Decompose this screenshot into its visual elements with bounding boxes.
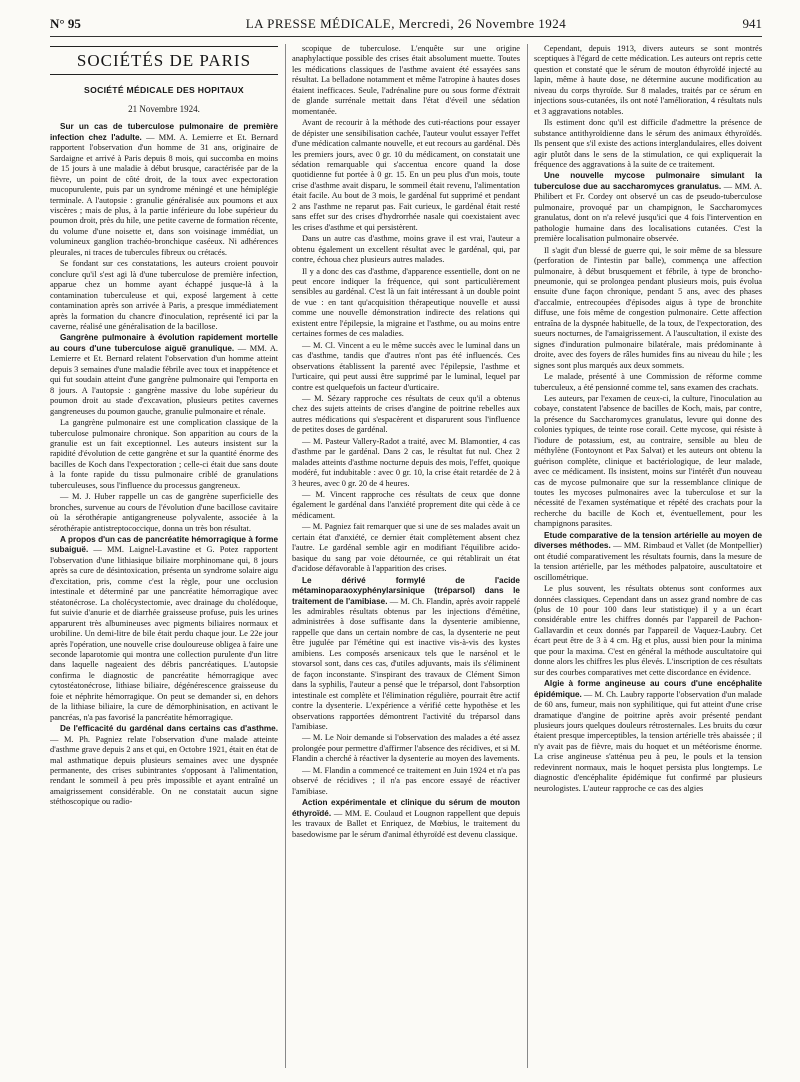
society-heading: SOCIÉTÉ MÉDICALE DES HOPITAUX <box>84 85 244 96</box>
paragraph-heading: Le dérivé formylé de l'acide métaminoparaoxyphénylarsinique (tréparsol) dans le traitement de l'amibiase. <box>292 575 520 606</box>
paragraph-text: — M. J. Huber rappelle un cas de gangrène superficielle des bronches, survenue au cours de l'évolution d'une bacillose cavitaire où la sérothérapie antigangreneuse polyvalente, associée à la sérothérapie antistreptococcique, donna un très bon résultat. <box>50 492 278 533</box>
paragraph <box>534 584 762 678</box>
column-1 <box>50 44 278 1074</box>
paragraph <box>534 246 762 371</box>
paragraph-text: — MM. Rimbaud et Vallet (de Montpellier) ont étudié comparativement les résultats fournis, dans la mesure de la tension artérielle, par les méthodes palpatoire, auscultatoire et oscillométrique. <box>534 541 762 582</box>
paragraph-text: — MM. E. Coulaud et Lougnon rappellent que depuis les travaux de Ballet et Enriquez, de Mœbius, le traitement du basedowisme par le sérum d'animal éthyroïdé est devenu classique. <box>292 808 520 839</box>
paragraph-heading: Algie à forme angineuse au cours d'une encéphalite épidémique. <box>534 679 762 699</box>
paragraph <box>292 118 520 233</box>
paragraph-text: Ils estiment donc qu'il est difficile d'admettre la présence de substance antithyroïdienne dans le sérum des animaux éthyroïdés. Ils pensent que s'il existe des actions interglandulaires, elles doivent agir plutôt dans le sens de la stimulation, ce qui expliquerait la fréquence des aggravations à la suite de ce traitement. <box>534 118 762 169</box>
header-rule <box>50 36 762 37</box>
paragraph-text: La gangrène pulmonaire est une complication classique de la tuberculose pulmonaire chronique. Son apparition au cours de la granulie est un fait exceptionnel. Les auteurs insistent sur la rapidité d'évolution de cette gangrène et sur la quantité énorme des bacilles de Koch dans l'expectoration ; celle-ci était due sans doute à la fonte rapide du tissu pulmonaire criblé de granulations tuberculeuses, sous l'influence du processus gangreneux. <box>50 418 278 490</box>
paragraph <box>292 341 520 393</box>
paragraph-text: — M. Ch. Laubry rapporte l'observation d'un malade de 60 ans, fumeur, mais non syphilitique, qui fut atteint d'une crise dramatique d'angine de poitrine après avoir présenté pendant plusieurs jours quelques douleurs rétrosternales. Les bruits du cœur étaient presque imperceptibles, la tension artérielle très abaissée ; il n'y avait pas de fièvre, mais du hoquet et un météorisme énorme. La crise angineuse s'atténua peu à peu, le pouls et la tension redevinrent normaux, mais le hoquet persista plus longtemps. Le diagnostic d'encéphalite épidémique fut confirmé par plusieurs neurologistes. L'auteur rapproche ce cas des algies <box>534 689 762 793</box>
paragraph <box>534 44 762 117</box>
paragraph-heading: De l'efficacité du gardénal dans certains cas d'asthme. <box>60 724 278 734</box>
paragraph <box>292 234 520 265</box>
issue-number: N° 95 <box>50 16 81 31</box>
paragraph-text: — M. Ch. Flandin, après avoir rappelé les admirables résultats obtenus par les injections d'émétine, administrées à dose suffisante dans la dysenterie amibienne, rappelle que dans un certain nombre de cas, la dysenterie ne peut être jugulée par l'émétine qui est inactive vis-à-vis des kystes amibiens. Les composés arsenicaux tels que le narsénol et le stovarsol sont, dans ces cas, d'utiles adjuvants, mais ils s'éliminent de façon inconstante. S'inspirant des travaux de Clément Simon dans la syphilis, l'auteur a pensé que le tréparsol, dont l'absorption intestinale est complète et l'élimination régulière, pourrait être actif contre la dysenterie. L'expérience a vérifié cette hypothèse et les observations rapportées démontrent l'activité du tréparsol dans l'amibiase. <box>292 596 520 731</box>
column-2 <box>292 44 520 1074</box>
paragraph <box>292 766 520 797</box>
paragraph-text: — M. Flandin a commencé ce traitement en Juin 1924 et n'a pas observé de récidives ; il n'a pas encore essayé de réactiver l'amibiase. <box>292 765 520 796</box>
paragraph-heading: Gangrène pulmonaire à évolution rapidement mortelle au cours d'une tuberculose aiguë granulique. <box>50 333 278 353</box>
paragraph <box>292 44 520 117</box>
paragraph-heading: Une nouvelle mycose pulmonaire simulant la tuberculose due au saccharomyces granulatus. <box>534 171 762 191</box>
paragraph <box>534 372 762 393</box>
article-columns <box>50 44 762 1074</box>
paragraph-text: — MM. A. Lemierre et Et. Bernard rapportent l'observation d'un homme de 31 ans, originaire de Sardaigne et arrivé à Paris depuis 8 mois, qui succomba en moins de 15 jours à une maladie à début brusque, caractérisée par de la fièvre, un point de côté droit, de la toux avec expectoration mucopurulente, puis par un syndrome méningé et une hémiplégie terminale. A l'autopsie : granulie généralisée aux poumons et aux viscères ; mais de plus, à la partie inférieure du lobe supérieur du poumon droit, près du hile, une petite caverne de formation récente, du volume d'une noisette et, dans son voisinage immédiat, un volumineux ganglion trachéo-bronchique caséeux. Ni adhérences pleurales, ni traces de tubercules fibreux ou crétacés. <box>50 132 278 257</box>
paragraph <box>50 333 278 417</box>
paragraph-text: — MM. Laignel-Lavastine et G. Potez rapportent l'observation d'une lithiasique biliaire morphinomane qui, 8 jours après sa cure de désintoxication, présenta un syndrome solaire aigu d'excitation, pris, comme c'est la règle, pour une occlusion intestinale et déterminé par une pancréatite hémorragique avec stéatonécrose. La cholécystectomie, avec drainage du cholédoque, fut suivie d'anurie et de diarrhée graisseuse profuse, puis les urines apparurent très albumineuses avec pigments biliaires normaux et urobiline. Un demi-litre de bile était perdu chaque jour. Le 22e jour après l'opération, une nouvelle crise douloureuse obligea à faire une seconde laparotomie qui montra une collection purulente d'un litre dans laquelle nageaient des débris pancréatiques. L'autopsie confirma le diagnostic de pancréatite hémorragique avec cytostéatonécrose, lithiase biliaire, dégénérescence graisseuse du foie et néphrite hémorragique. On peut se demander si, en dehors de la lithiase biliaire, la cure de démorphinisation, en activant le pancréas, n'a pas favorisé la pancréatite hémorragique. <box>50 545 278 722</box>
paragraph <box>50 259 278 332</box>
paragraph-heading: Sur un cas de tuberculose pulmonaire de première infection chez l'adulte. <box>50 122 278 142</box>
paragraph-text: — M. Pagniez fait remarquer que si une de ses malades avait un certain état d'anxiété, ce dernier était complètement absent chez l'autre. Le gardénal semble agir en modifiant l'équilibre acido-basique du sang par voie détournée, ce qui rétablirait un état d'acidose défavorable à l'apparition des crises. <box>292 522 520 574</box>
paragraph <box>50 492 278 534</box>
paragraph <box>292 733 520 764</box>
paragraph <box>534 394 762 530</box>
paragraph <box>50 535 278 723</box>
paragraph-text: Cependant, depuis 1913, divers auteurs se sont montrés sceptiques à l'égard de cette médication. Les auteurs ont repris cette question et constaté que le sérum de mouton éthyroïdé injecté au lapin, même à haute dose, ne détermine aucune modification au niveau du corps thyroïde. Sur 8 malades, traités par ce sérum en injections sous-cutanées, ils ont noté l'amélioration, 4 résultats nuls et 3 aggravations notables. <box>534 44 762 116</box>
paragraph <box>292 490 520 521</box>
paragraph-text: — MM. A. Lemierre et Et. Bernard relatent l'observation d'un homme atteint depuis 3 semaines d'une maladie fébrile avec toux et inappétence et qui fut soudain atteint d'une gangrène pulmonaire qui l'emporta en 8 jours. A l'autopsie : gangrène massive du lobe supérieur du poumon droit au stade d'excavation, plusieurs petites cavernes gangreneuses du poumon gauche, granulie pulmonaire et rénale. <box>50 343 278 416</box>
paragraph <box>50 122 278 258</box>
paragraph <box>292 394 520 436</box>
paragraph <box>292 798 520 840</box>
paragraph-text: — M. Ph. Pagniez relate l'observation d'une malade atteinte d'asthme grave depuis 2 ans et qui, en Octobre 1921, était en état de mal asthmatique depuis plusieurs semaines avec une dyspnée permanente, des crises subintrantes s'opposant à l'alimentation, rendant le sommeil à peu près impossible et ayant entraîné un amaigrissement considérable. On ne constatait aucun signe stéthoscopique ou radio- <box>50 734 278 807</box>
paragraph-text: Le malade, présenté à une Commission de réforme comme tuberculeux, a été pensionné comme tel, sans examen des crachats. <box>534 372 762 392</box>
paragraph-text: Se fondant sur ces constatations, les auteurs croient pouvoir conclure qu'il s'est agi là d'une tuberculose de première infection, apparue chez un homme ayant échappé jusque-là à la contamination tuberculeuse et qui, exposé largement à cette contamination après son arrivée à Paris, a presque immédiatement après la formation du chancre d'inoculation, représenté ici par la caverne, réalisé une généralisation de la bacillose. <box>50 259 278 331</box>
paragraph-text: scopique de tuberculose. L'enquête sur une origine anaphylactique possible des crises était absolument muette. Toutes les médications classiques de l'asthme avaient été essayées sans résultat. La belladone notamment et même l'atropine à hautes doses étaient inefficaces. Seule, l'adrénaline pure ou sous forme d'éxtrait de glande surrénale mettait dans l'état d'éveil une sédation momentanée. <box>292 44 520 116</box>
journal-title: LA PRESSE MÉDICALE, Mercredi, 26 Novembre 1924 <box>245 16 567 31</box>
paragraph <box>534 679 762 794</box>
paragraph-text: Il y a donc des cas d'asthme, d'apparence essentielle, dont on ne peut encore indiquer la fréquence, qui sont particulièrement sensibles au gardénal. C'est là un fait intéressant à un double point de vue : en tant qu'acquisition thérapeutique nouvelle et aussi comme une nouvelle démonstration indirecte des relations qui existent entre l'épilepsie, la migraine et l'asthme, ou au moins entre certaines formes de ces maladies. <box>292 266 520 339</box>
paragraph-text: — M. Sézary rapproche ces résultats de ceux qu'il a obtenus chez des sujets atteints de crises d'angine de poitrine rebelles aux autres médications qui s'espacèrent et disparurent sous l'influence de petites doses de gardénal. <box>292 393 520 435</box>
paragraph-text: — M. Pasteur Vallery-Radot a traité, avec M. Blamontier, 4 cas d'asthme par le gardénal. Dans 2 cas, le résultat fut nul. Chez 2 malades atteints d'asthme nocturne depuis des mois, l'effet, quoique modéré, fut indubitable : avec 0 gr. 10, la crise était retardée de 2 à 3 heures, avec 0 gr. 20 de 4 heures. <box>292 436 520 488</box>
paragraph-text: — M. Vincent rapproche ces résultats de ceux que donne également le gardénal dans l'anxiété proprement dite qui cède à ce médicament. <box>292 490 520 520</box>
paragraph-text: Le plus souvent, les résultats obtenus sont conformes aux données classiques. Cependant dans un assez grand nombre de cas (plus de 10 pour 100 dans leur statistique) il y a un écart considérable entre les chiffres donnés par l'appareil de Pachon-Gallavardin et ceux donnés par l'appareil de Vaquez-Laubry. Cet écart peut être de 3 à 4 cm. Hg et plus, aussi bien pour la minima que pour la maxima. C'est en général la méthode auscultatoire qui donne alors les chiffres les plus élevés. L'inscription de ces résultats sur des courbes comparatives met cette discordance en évidence. <box>534 584 762 677</box>
column-3 <box>534 44 762 1074</box>
paragraph-text: — M. Cl. Vincent a eu le même succès avec le luminal dans un cas d'asthme, tandis que d'autres n'ont pas été influencés. Ces observations établissent la parenté avec l'épilepsie, l'asthme et l'urticaire, qui peut aussi être supprimé par le luminal, lequel par contre est quelquefois un facteur d'urticaire. <box>292 340 520 392</box>
paragraph-text: — MM. A. Philibert et Fr. Cordey ont observé un cas de pseudo-tuberculose pulmonaire, provoqué par un champignon, le Saccharomyces granulatus, dont on n'a relevé jusqu'ici que 4 fois l'intervention en pathologie humaine dans des localisations cutanées. C'est la première localisation pulmonaire observée. <box>534 181 762 244</box>
paragraph <box>292 267 520 340</box>
paragraph-text: Dans un autre cas d'asthme, moins grave il est vrai, l'auteur a obtenu également un excellent résultat avec le gardénal, qui, par contre, échoua chez plusieurs autres malades. <box>292 234 520 265</box>
paragraph <box>50 724 278 808</box>
paragraph <box>534 118 762 170</box>
paragraph <box>50 418 278 491</box>
paragraph <box>292 522 520 574</box>
paragraph-text: Les auteurs, par l'examen de ceux-ci, la culture, l'inoculation au cobaye, constatent l'absence de bacilles de Koch, mais, par contre, la présence du Saccharomyces granulatus, levure qui donne des colonies typiques, de teinte rose corail. Cette mycose, qui résiste à l'iodure de potassium, est, au contraire, sensible au bleu de méthylène (Fontoynont et Pax Salvat) et les auteurs ont obtenu la guérison complète, clinique et bactériologique, de leur malade, avec ce médicament. Ils insistent, moins sur l'intérêt d'un nouveau cas de mycose pulmonaire que sur la ressemblance clinique de toutes les mycoses pulmonaires avec la tuberculose et sur la nécessité de l'examen systématique et répété des crachats pour la recherche du bacille de Koch et, éventuellement, pour les champignons parasites. <box>534 393 762 529</box>
page-header <box>50 14 762 36</box>
paragraph-heading: Action expérimentale et clinique du sérum de mouton éthyroïdé. <box>292 798 520 818</box>
paragraph-heading: A propos d'un cas de pancréatite hémorragique à forme subaiguë. <box>50 535 278 555</box>
session-date: 21 Novembre 1924. <box>128 103 200 114</box>
paragraph <box>292 576 520 733</box>
section-title: SOCIÉTÉS DE PARIS <box>50 46 278 75</box>
paragraph-text: Avant de recourir à la méthode des cuti-réactions pour essayer de dépister une sensibilisation cachée, l'auteur voulut essayer l'effet d'une médication calmante nouvelle, et eut recours au gardénal. Dès les premiers jours, avec 0 gr. 10 du médicament, on constatait une sédation remarquable qui s'accentua encore quand la dose quotidienne fut portée à 0 gr. 15. En un peu plus d'un mois, toute crise d'asthme avait disparu, le sommeil était revenu, l'alimentation était facile. Au bout de 3 mois, le gardénal fut supprimé et pendant 2 ans l'asthme ne reparut pas. Fait curieux, le gardénal était resté sans effet sur des crises d'hydrorrhée nasale qui coexistaient avec les crises d'asthme et qui persistèrent. <box>292 118 520 232</box>
paragraph-text: Il s'agit d'un blessé de guerre qui, le soir même de sa blessure (perforation de l'intestin par balle), commença une affection pulmonaire, à début brusquement et fébrile, à type de broncho-pneumonie, qui se prolongea pendant plusieurs mois, puis évolua ensuite d'une façon chronique, pendant 5 ans, avec des phases d'accalmie, entrecoupées d'épisodes aigus à type de bronchite diffuse, une fois même de congestion pulmonaire. Cette affection entraîna de la dyspnée habituelle, de la toux, de l'expectoration, des sueurs nocturnes, de l'amaigrissement. A l'auscultation, il existe des signes d'induration pulmonaire bilatérale, mais prédominante à droite, avec des foyers de râles humides fins au niveau du hile ; les signes sont plus marqués aux deux sommets. <box>534 245 762 370</box>
paragraph-heading: Etude comparative de la tension artérielle au moyen de diverses méthodes. <box>534 530 762 551</box>
paragraph <box>534 171 762 244</box>
paragraph <box>292 437 520 489</box>
page-number: 941 <box>742 16 762 31</box>
paragraph-text: — M. Le Noir demande si l'observation des malades a été assez prolongée pour permettre d'affirmer l'absence des récidives, et si M. Flandin a cherché à réactiver la dysenterie au moyen des lavements. <box>292 733 520 764</box>
paragraph <box>534 531 762 583</box>
